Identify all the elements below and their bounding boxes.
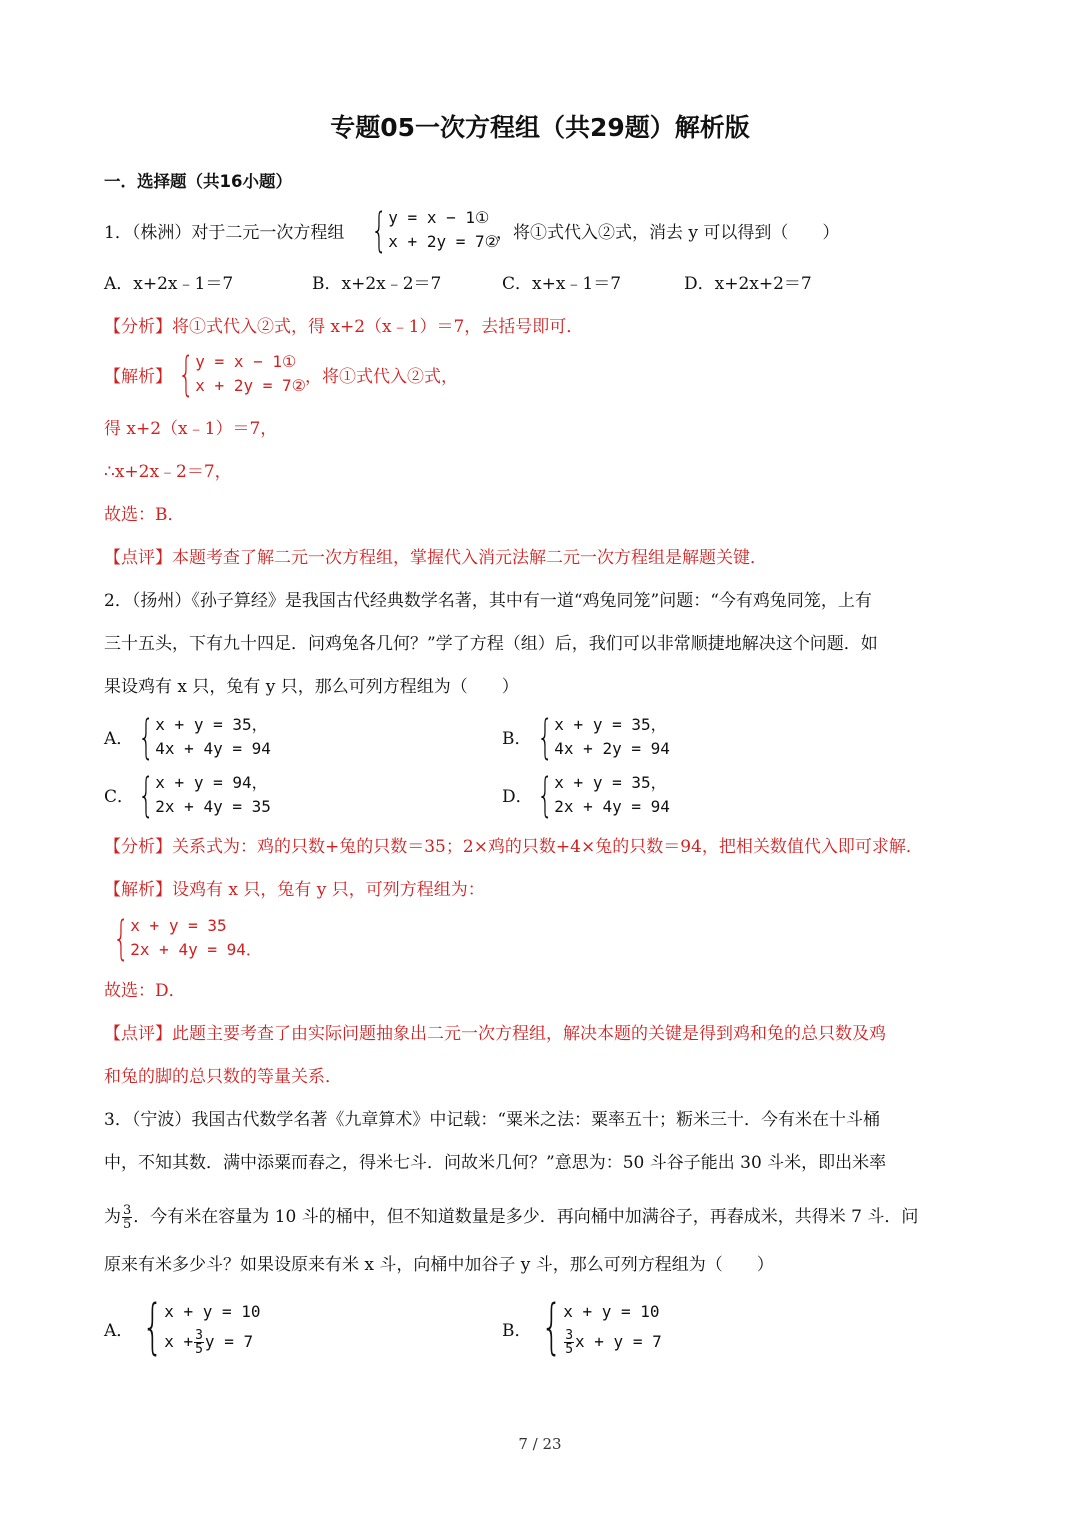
q2-comment-line2: 和兔的脚的总只数的等量关系． [104,1067,342,1087]
brace-icon: { [138,768,155,822]
q2-option-d-system [524,768,670,822]
q3-frac-den: 5 [123,1217,132,1232]
q1-stem-suffix: ，将①式代入②式，消去 y 可以得到（ ） [496,223,840,243]
brace-icon: { [537,768,554,822]
q2-c-row2: 2x + 4y = 35 [155,797,271,816]
q2-b-row2: 4x + 2y = 94 [554,739,670,758]
q3-a-frac-num: 3 [195,1327,203,1343]
q3-a-row2-pre: x + [164,1332,194,1351]
q1-sol-row1: y = x − 1① [195,352,297,371]
q3-b-frac-den: 5 [565,1341,574,1357]
q3-a-frac-den: 5 [195,1341,203,1357]
q3-b-row2-post: x + y = 7 [575,1332,662,1351]
page-title: 专题05一次方程组（共29题）解析版 [330,113,750,142]
page-number: 7 / 23 [518,1435,562,1453]
q2-a-row2: 4x + 4y = 94 [155,739,271,758]
q1-option-b: B．x+2x﹣2＝7 [312,274,442,294]
q3-option-a-system [125,1292,261,1362]
q2-answer: 故选：D． [104,981,186,1001]
q1-option-d: D．x+2x+2＝7 [684,274,812,294]
q3-fraction [122,1204,132,1231]
q1-step1: 得 x+2（x﹣1）＝7， [104,419,278,439]
q3-option-b-system [524,1292,662,1362]
q1-sol-row2: x + 2y = 7② [195,376,306,395]
q3-frac-num: 3 [123,1203,132,1218]
q2-option-c-label: C． [104,787,135,807]
brace-icon: { [371,203,388,257]
q3-a-row2-post: y = 7 [204,1332,254,1351]
q2-stem-line2: 三十五头，下有九十四足．问鸡兔各几何？”学了方程（组）后，我们可以非常顺捷地解决这个问题．如 [104,634,878,654]
brace-icon: { [537,710,554,764]
q3-b-frac-num: 3 [565,1327,574,1343]
q3-stem-line3 [104,1204,918,1231]
q2-analysis: 【分析】关系式为：鸡的只数+兔的只数＝35；2×鸡的只数+4×兔的只数＝94，把相关数值代入即可求解． [104,837,923,857]
q3-stem-line2: 中，不知其数．满中添粟而舂之，得米七斗．问故米几何？”意思为：50 斗谷子能出 30 斗米，即出米率 [104,1153,887,1173]
q1-solution-suffix: ，将①式代入②式， [305,367,458,387]
q2-option-a-label: A． [104,729,134,749]
q1-stem-prefix: 1．（株洲）对于二元一次方程组 [104,223,345,243]
brace-icon: { [541,1292,563,1362]
q1-analysis: 【分析】将①式代入②式，得 x+2（x﹣1）＝7，去括号即可． [104,317,584,337]
q3-b-fraction [564,1329,574,1356]
q2-b-row1: x + y = 35， [554,715,667,734]
q2-d-row1: x + y = 35， [554,773,667,792]
q1-equation-system [358,203,499,257]
q2-sol-row2: 2x + 4y = 94 [130,940,246,959]
q3-stem-line4: 原来有米多少斗？如果设原来有米 x 斗，向桶中加谷子 y 斗，那么可列方程组为（ ） [104,1255,774,1275]
section-heading: 一．选择题（共16小题） [104,172,292,191]
q2-d-row2: 2x + 4y = 94 [554,797,670,816]
q3-stem-line3-suffix: ．今有米在容量为 10 斗的桶中，但不知道数量是多少．再向桶中加满谷子，再舂成米，共得米 7 斗．问 [133,1207,919,1228]
q2-option-d-label: D． [502,787,533,807]
q3-stem-line1: 3．（宁波）我国古代数学名著《九章算术》中记载：“粟米之法：粟率五十；粝米三十．今有米在十斗桶 [104,1110,881,1130]
brace-icon: { [142,1292,164,1362]
q3-stem-line3-prefix: 为 [104,1207,121,1228]
q1-option-a: A．x+2x﹣1＝7 [104,274,234,294]
q2-stem-line1: 2．（扬州）《孙子算经》是我国古代经典数学名著，其中有一道“鸡兔同笼”问题：“今有鸡兔同笼，上有 [104,591,872,611]
q2-comment-line1: 【点评】此题主要考查了由实际问题抽象出二元一次方程组，解决本题的关键是得到鸡和兔的总只数及鸡 [104,1024,886,1044]
q2-sol-row1: x + y = 35 [130,916,227,935]
q2-option-a-system [125,710,271,764]
q1-option-c: C．x+x﹣1＝7 [502,274,622,294]
q1-solution-system [165,347,306,401]
q3-option-b-label: B． [502,1321,532,1341]
brace-icon: { [113,911,130,965]
q3-a-row1: x + y = 10 [164,1302,261,1321]
q2-option-c-system [125,768,271,822]
q2-sol-dot: ． [245,940,262,959]
q1-comment: 【点评】本题考查了解二元一次方程组，掌握代入消元法解二元一次方程组是解题关键． [104,548,767,568]
q1-sys-row1: y = x − 1① [388,208,490,227]
q1-solution-label: 【解析】 [104,367,172,387]
q1-answer: 故选：B． [104,505,185,525]
q2-option-b-system [524,710,670,764]
q1-sys-row2: x + 2y = 7② [388,232,499,251]
q1-step2: ∴x+2x﹣2＝7， [104,462,232,482]
q3-a-fraction [194,1329,204,1356]
q2-c-row1: x + y = 94， [155,773,268,792]
q2-solution-system [100,911,262,965]
q2-option-b-label: B． [502,729,532,749]
brace-icon: { [178,347,195,401]
q2-a-row1: x + y = 35， [155,715,268,734]
q3-option-a-label: A． [104,1321,134,1341]
brace-icon: { [138,710,155,764]
q2-solution: 【解析】设鸡有 x 只，兔有 y 只，可列方程组为： [104,880,485,900]
q2-stem-line3: 果设鸡有 x 只，兔有 y 只，那么可列方程组为（ ） [104,677,519,697]
q3-b-row1: x + y = 10 [563,1302,660,1321]
